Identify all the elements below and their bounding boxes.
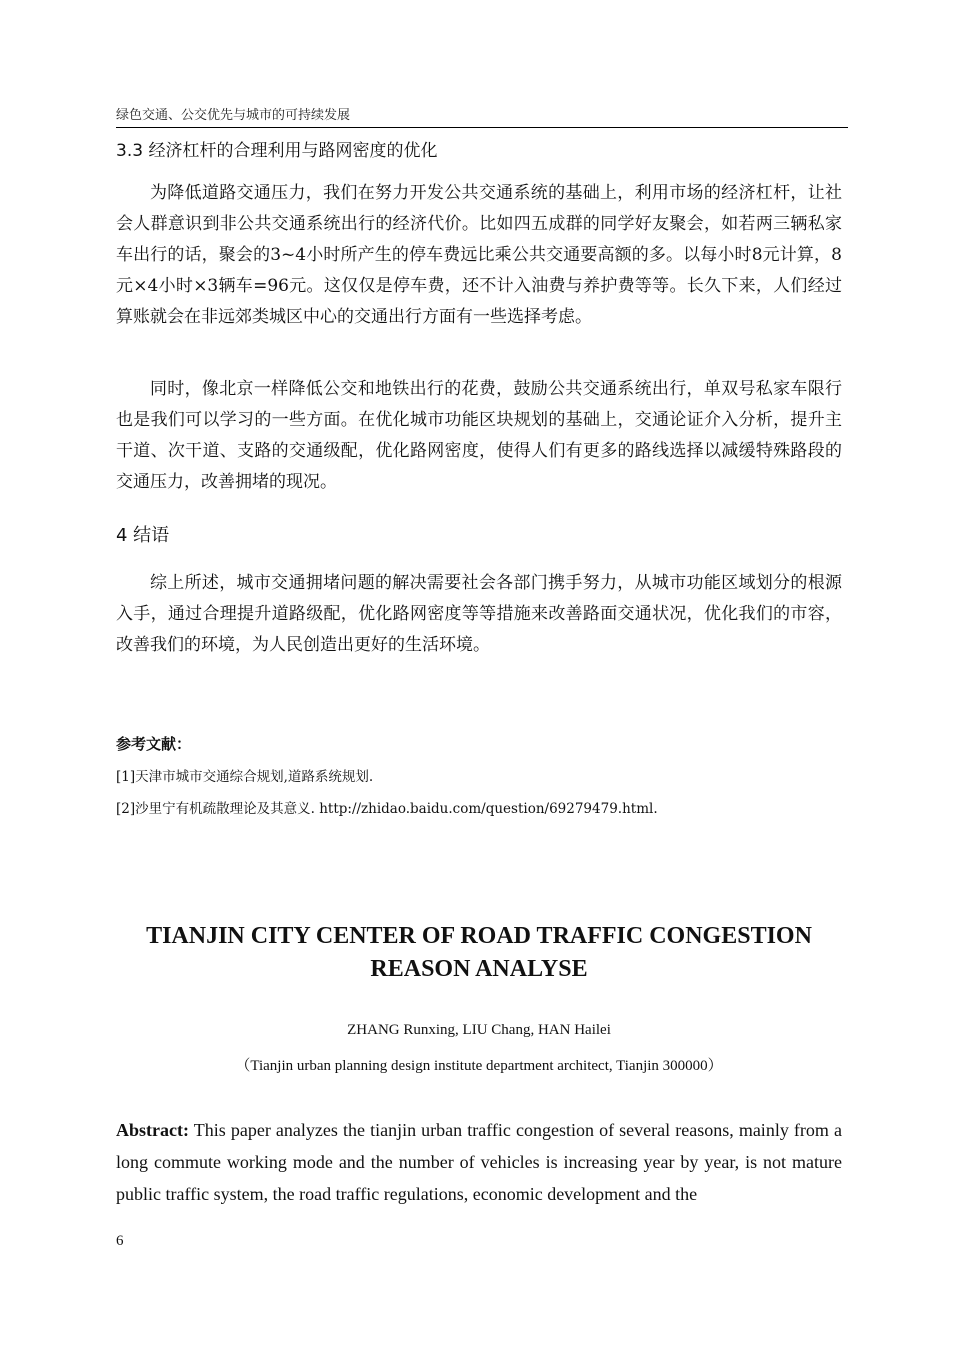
section-3-3-paragraph-1: 为降低道路交通压力，我们在努力开发公共交通系统的基础上，利用市场的经济杠杆，让社会人群意识到非公共交通系统出行的经济代价。比如四五成群的同学好友聚会，如若两三辆私家车出行的话，聚会的3~4小时所产生的停车费远比乘公共交通要高额的多。以每小时8元计算，8元×4小时×3辆车=96元。这仅仅是停车费，还不计入油费与养护费等等。长久下来，人们经过算账就会在非远郊类城区中心的交通出行方面有一些选择考虑。 bbox=[116, 183, 842, 327]
section-3-3-paragraph-2: 同时，像北京一样降低公交和地铁出行的花费，鼓励公共交通系统出行，单双号私家车限行也是我们可以学习的一些方面。在优化城市功能区块规划的基础上，交通论证介入分析，提升主干道、次干道、支路的交通级配，优化路网密度，使得人们有更多的路线选择以减缓特殊路段的交通压力，改善拥堵的现况。 bbox=[116, 379, 842, 492]
page-number: 6 bbox=[116, 1233, 124, 1249]
header-rule bbox=[116, 127, 848, 128]
reference-item-1: [1]天津市城市交通综合规划,道路系统规划. bbox=[116, 769, 374, 785]
abstract-text: This paper analyzes the tianjin urban traffic congestion of several reasons, mainly from a long commute working mode and the number of vehicles is increasing year by year, is not mature public traffic system, the road traffic regulations, economic development and the bbox=[116, 1120, 842, 1204]
section-4-paragraph: 综上所述，城市交通拥堵问题的解决需要社会各部门携手努力，从城市功能区域划分的根源入手，通过合理提升道路级配，优化路网密度等等措施来改善路面交通状况，优化我们的市容，改善我们的环境，为人民创造出更好的生活环境。 bbox=[116, 573, 842, 655]
running-header: 绿色交通、公交优先与城市的可持续发展 bbox=[116, 108, 351, 123]
section-3-3-heading: 3.3 经济杠杆的合理利用与路网密度的优化 bbox=[116, 141, 438, 161]
section-4-heading: 4 结语 bbox=[116, 525, 170, 546]
english-title bbox=[116, 920, 842, 986]
reference-item-2: [2]沙里宁有机疏散理论及其意义. http://zhidao.baidu.com/question/69279479.html. bbox=[116, 801, 658, 817]
abstract bbox=[116, 1114, 842, 1210]
authors: ZHANG Runxing, LIU Chang, HAN Hailei bbox=[347, 1022, 611, 1038]
english-title-line-1: TIANJIN CITY CENTER OF ROAD TRAFFIC CONGESTION bbox=[146, 923, 812, 949]
references-title: 参考文献： bbox=[116, 735, 192, 753]
abstract-label: Abstract: bbox=[116, 1120, 189, 1140]
affiliation: （Tianjin urban planning design institute department architect, Tianjin 300000） bbox=[235, 1058, 723, 1074]
english-title-line-2: REASON ANALYSE bbox=[370, 956, 588, 982]
